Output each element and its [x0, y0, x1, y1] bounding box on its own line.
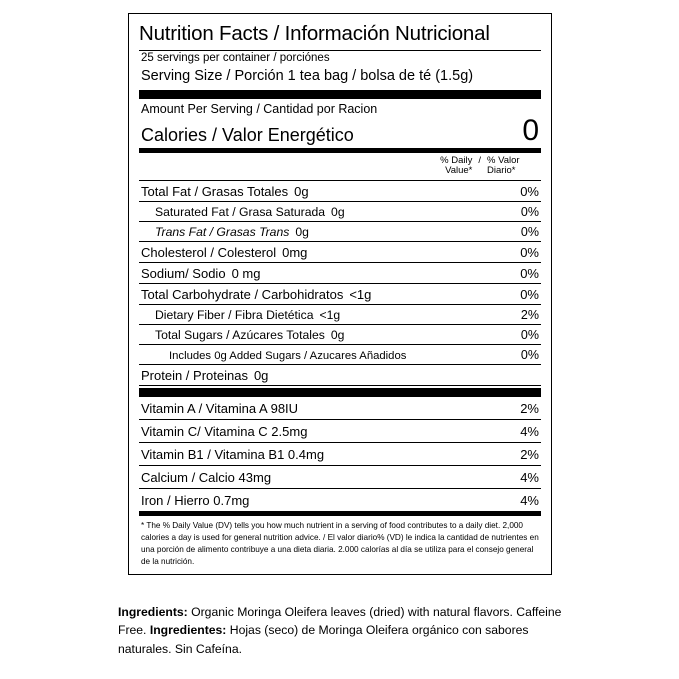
- ingredients-text-en: Organic Moringa Oleifera leaves (dried) with natural flavors. Caffeine Free.: [118, 605, 562, 638]
- dv-header-right: % Valor Diario*: [487, 154, 520, 177]
- nutrient-name: Total Carbohydrate / Carbohidratos <1g: [141, 286, 372, 302]
- nutrient-row: [139, 222, 541, 241]
- divider-thick-vitamins: [139, 388, 541, 397]
- nutrient-name: Cholesterol / Colesterol 0mg: [141, 244, 308, 260]
- nutrient-value: <1g: [319, 307, 341, 322]
- divider-thick-top: [139, 90, 541, 99]
- nutrient-name: Includes 0g Added Sugars / Azucares Añadidos: [169, 349, 407, 362]
- nutrient-row: [139, 242, 541, 262]
- nutrient-name: Total Sugars / Azúcares Totales 0g: [155, 327, 345, 342]
- nutrient-daily-value: 0%: [520, 265, 539, 281]
- nutrient-row: [139, 345, 541, 364]
- nutrient-value: 0g: [253, 367, 269, 383]
- daily-value-header: [139, 153, 541, 181]
- vitamin-row: [139, 443, 541, 465]
- nutrient-daily-value: 0%: [520, 183, 539, 199]
- calories-row: [139, 113, 541, 148]
- nutrient-value: 0g: [330, 327, 345, 342]
- nutrient-row: [139, 263, 541, 283]
- nutrient-row: [139, 284, 541, 304]
- nutrient-daily-value: 0%: [520, 347, 539, 362]
- nutrient-name: Saturated Fat / Grasa Saturada 0g: [155, 204, 345, 219]
- nutrient-row: [139, 365, 541, 385]
- vitamin-name: Calcium / Calcio 43mg: [141, 469, 272, 485]
- nutrient-value: 0g: [294, 183, 309, 199]
- nutrient-row: [139, 325, 541, 344]
- vitamin-row: [139, 466, 541, 488]
- nutrient-list: [139, 181, 541, 386]
- vitamin-daily-value: 4%: [520, 423, 539, 439]
- ingredients-label-es: Ingredientes:: [146, 623, 227, 638]
- vitamin-name: Iron / Hierro 0.7mg: [141, 492, 250, 508]
- ingredients-label-en: Ingredients:: [118, 605, 188, 619]
- nutrient-name: Dietary Fiber / Fibra Dietética <1g: [155, 307, 341, 322]
- amount-per-serving: Amount Per Serving / Cantidad por Racion: [141, 101, 378, 116]
- nutrition-facts-panel: [128, 13, 552, 575]
- nutrient-daily-value: 0%: [520, 204, 539, 219]
- nutrient-name: Sodium/ Sodio 0 mg: [141, 265, 261, 281]
- divider-nutrient: [139, 385, 541, 386]
- nutrient-value: <1g: [349, 286, 372, 302]
- nutrient-daily-value: 0%: [520, 224, 539, 239]
- ingredients-block: [118, 603, 568, 658]
- vitamin-daily-value: 2%: [520, 400, 539, 416]
- nutrient-name: Trans Fat / Grasas Trans 0g: [155, 224, 309, 239]
- vitamin-row: [139, 397, 541, 419]
- vitamin-daily-value: 4%: [520, 492, 539, 508]
- vitamin-name: Vitamin C/ Vitamina C 2.5mg: [141, 423, 308, 439]
- nutrient-daily-value: 2%: [520, 307, 539, 322]
- nutrient-value: 0g: [331, 204, 345, 219]
- dv-header-left: % Daily Value*: [440, 154, 473, 177]
- dv-header-slash: /: [478, 154, 481, 166]
- nutrient-row: [139, 305, 541, 324]
- vitamin-list: [139, 397, 541, 511]
- servings-per-container: 25 servings per container / porciónes: [141, 51, 330, 64]
- nutrient-name: Protein / Proteinas 0g: [141, 367, 269, 383]
- calories-value: 0: [522, 113, 539, 147]
- vitamin-daily-value: 2%: [520, 446, 539, 462]
- serving-size: Serving Size / Porción 1 tea bag / bolsa de té (1.5g): [141, 67, 474, 84]
- ingredients-text-es: Hojas (seco) de Moringa Oleifera orgánico con sabores naturales. Sin Cafeína.: [118, 623, 529, 656]
- nutrient-daily-value: 0%: [520, 244, 539, 260]
- nutrient-row: [139, 181, 541, 201]
- vitamin-daily-value: 4%: [520, 469, 539, 485]
- nutrient-daily-value: 0%: [520, 327, 539, 342]
- vitamin-row: [139, 489, 541, 511]
- daily-value-footnote: * The % Daily Value (DV) tells you how much nutrient in a serving of food contributes to a daily diet. 2,000 calories a day is used for general nutrition advice. / El valor diario% (VD) le indica la cantidad de nutrientes en una porción de alimento contribuye a una dieta diaria. 2.000 calorías al día se utiliza para el consejo general de la nutrición.: [141, 521, 539, 567]
- vitamin-row: [139, 420, 541, 442]
- calories-label: Calories / Valor Energético: [141, 124, 354, 145]
- nutrient-row: [139, 202, 541, 221]
- nutrient-value: 0mg: [282, 244, 308, 260]
- nutrient-value: 0 mg: [231, 265, 261, 281]
- nutrient-name: Total Fat / Grasas Totales 0g: [141, 183, 309, 199]
- vitamin-name: Vitamin A / Vitamina A 98IU: [141, 400, 299, 416]
- panel-title: Nutrition Facts / Información Nutricional: [139, 22, 490, 45]
- nutrient-value: 0g: [295, 224, 309, 239]
- nutrient-daily-value: 0%: [520, 286, 539, 302]
- vitamin-name: Vitamin B1 / Vitamina B1 0.4mg: [141, 446, 325, 462]
